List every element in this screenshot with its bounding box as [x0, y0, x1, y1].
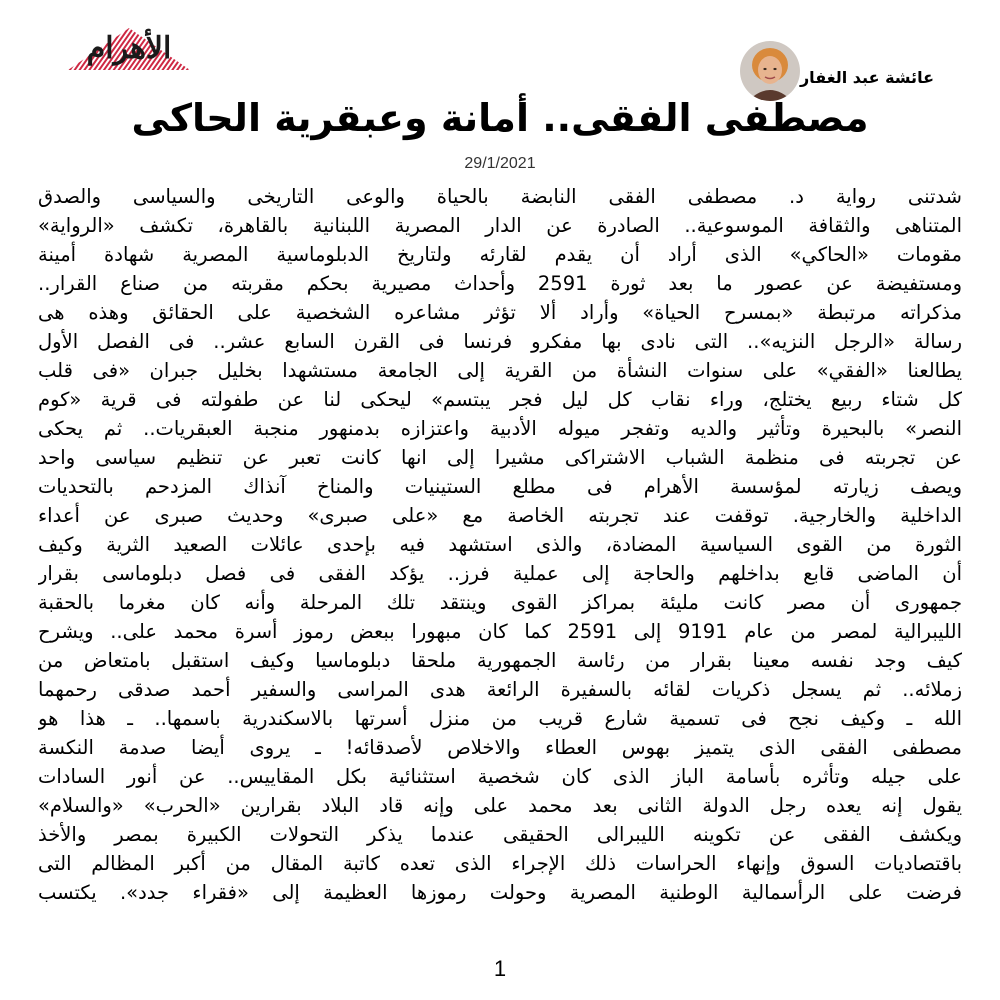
body-line: عن تجربته فى منظمة الشباب الاشتراكى مشيرا إلى انها كانت تعبر عن تنظيم سياسى واحد [38, 446, 962, 469]
article-body [38, 182, 962, 907]
author-name: عائشة عبد الغفار [799, 67, 934, 87]
body-line: كيف وجد نفسه معينا بقرار من رئاسة الجمهورية ملحقا دبلوماسيا وكيف استقبل بامتعاض من [38, 649, 962, 672]
body-line: مصطفى الفقى الذى يتميز بهوس العطاء والاخلاص لأصدقائه! ـ يروى أيضا صدمة النكسة [38, 736, 962, 759]
body-line: ويصف زيارته لمؤسسة الأهرام فى مطلع الستينيات والمناخ آنذاك المزدحم بالتحديات [38, 475, 962, 498]
body-line: زملائه.. ثم يسجل ذكريات لقائه بالسفيرة الرائعة هدى المراسى والسفير أحمد صدقى رحمهما [38, 678, 962, 701]
page-number: 1 [493, 956, 507, 981]
body-line: الله ـ وكيف نجح فى تسمية شارع قريب من منزل أسرتها بالاسكندرية باسمها.. ـ هذا هو [38, 707, 962, 730]
body-line: ويكشف الفقى عن تكوينه الليبرالى الحقيقى عندما يذكر التحولات الكبيرة بمصر والأخذ [38, 823, 962, 846]
article-title: مصطفى الفقى.. أمانة وعبقرية الحاكى [131, 96, 869, 140]
body-line: كل شتاء ربيع يختلج، وراء نقاب كل ليل فجر يبتسم» ليحكى لنا عن طفولته فى قرية «كوم [38, 388, 962, 411]
body-line: الثورة من القوى السياسية المضادة، والذى استشهد فيه بإحدى عائلات الصعيد الثرية وكيف [38, 533, 962, 556]
body-line: جمهورى أن مصر كانت مليئة بمراكز القوى وينتقد تلك المرحلة وأنه كان مغرما بالحقبة [38, 591, 962, 614]
body-line: فرضت على الرأسمالية الوطنية المصرية وحولت رموزها العظيمة إلى «فقراء جدد». يكتسب [38, 881, 962, 904]
body-line: مذكراته مرتبطة «بمسرح الحياة» وأراد ألا تؤثر مشاعره الشخصية على الحقائق وهذه هى [38, 301, 962, 324]
body-line: ومستفيضة عن عصور ما بعد ثورة 2591 وأحداث مصيرية بحكم مقربته من صناع القرار.. [38, 272, 962, 295]
body-line: الليبرالية لمصر من عام 9191 إلى 2591 كما كان مبهورا ببعض رموز أسرة محمد على.. ويشرح [38, 620, 962, 643]
body-line: الداخلية والخارجية. توقفت عند تجربته الخاصة مع «على صبرى» وحديث صبرى عن أعداء [38, 504, 962, 527]
body-line: أن الماضى قابع بداخلهم والحاجة إلى عملية فرز.. يؤكد الفقى فى فصل دبلوماسى بقرار [38, 562, 962, 585]
body-line: يطالعنا «الفقي» على سنوات النشأة من القرية إلى الجامعة مستشهدا بخليل جبران «فى قلب [38, 359, 962, 382]
article-date: 29/1/2021 [464, 155, 536, 172]
body-line: يقول إنه يعده رجل الدولة الثانى بعد محمد على وإنه قاد البلاد بقرارين «الحرب» «والسلام» [38, 794, 962, 817]
body-line: مقومات «الحاكي» الذى أراد أن يقدم لقارئه ولتاريخ الدبلوماسية المصرية شهادة أمينة [38, 243, 962, 266]
logo-text: الأهرام [86, 31, 172, 66]
body-line: شدتنى رواية د. مصطفى الفقى النابضة بالحياة والوعى التاريخى والسياسى والصدق [38, 185, 962, 208]
ahram-logo-icon [68, 22, 190, 74]
body-line: رسالة «الرجل النزيه».. التى نادى بها مفكرو فرنسا فى القرن السابع عشر.. فى الفصل الأول [38, 330, 962, 353]
body-line: على جيله وتأثره بأسامة الباز الذى كان شخصية استثنائية بكل المقاييس.. عن أنور السادات [38, 765, 962, 788]
body-line: المتناهى والثقافة الموسوعية.. الصادرة عن الدار المصرية اللبنانية بالقاهرة، تكشف «الرواية» [38, 214, 962, 237]
body-line: باقتصاديات السوق وإنهاء الحراسات ذلك الإجراء الذى تعده كاتبة المقال من أكبر المظالم التى [38, 852, 962, 875]
body-line: النصر» بالبحيرة وتأثير والديه وتفجر ميوله الأدبية واعتزازه بدمنهور منجبة العبقريات.. ثم يحكى [38, 417, 962, 440]
